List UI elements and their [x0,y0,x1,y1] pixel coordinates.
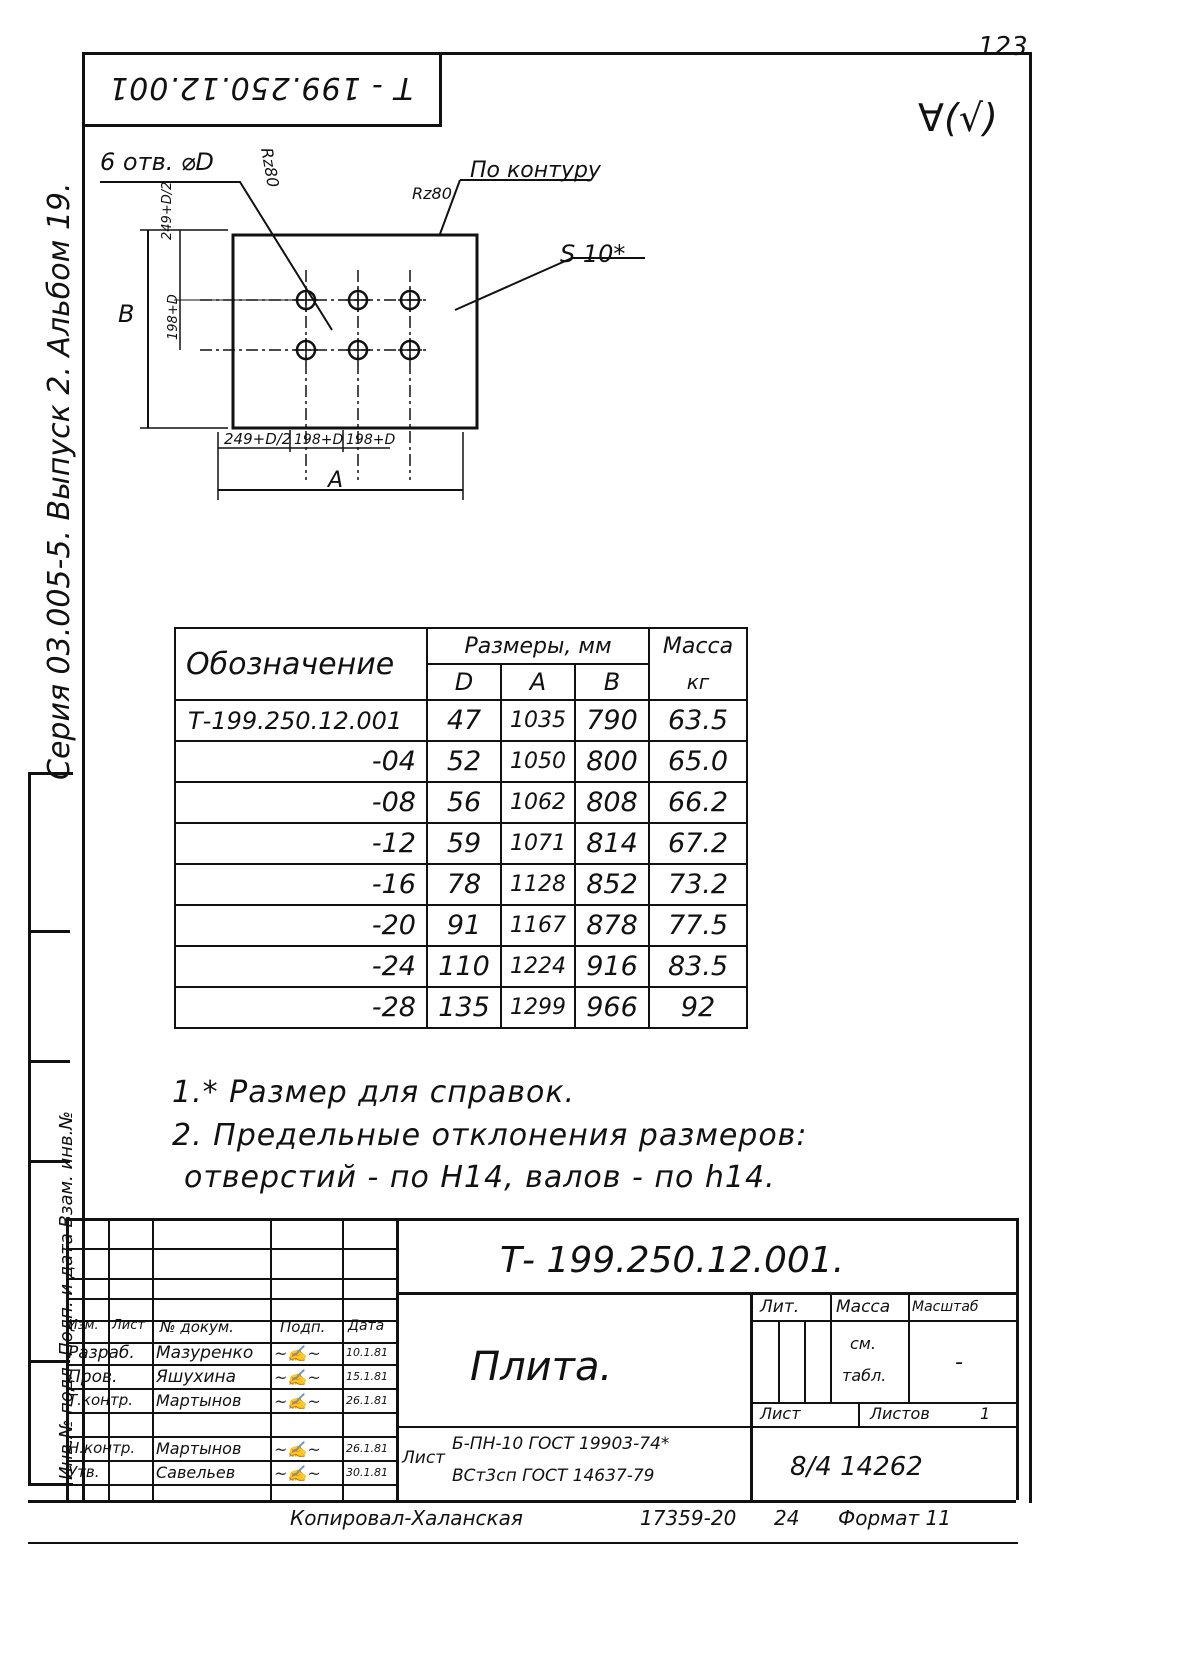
paper-format: Формат 11 [838,1506,951,1530]
header-change: Изм. [68,1318,99,1333]
table-row: -20 91 1167 878 77.5 [175,905,747,946]
rotated-stamp-box [82,52,442,127]
role-label: Пров. [68,1367,118,1387]
strip-divider [28,930,70,933]
header-date: Дата [348,1318,385,1334]
table-row: -24 110 1224 916 83.5 [175,946,747,987]
dim-a-label: A [328,468,344,493]
sheets-value: 1 [980,1404,991,1423]
material-prefix: Лист [402,1448,446,1468]
role-name: Мартынов [156,1439,242,1458]
role-label: Н.контр. [68,1439,136,1457]
material-line-1: Б-ПН-10 ГОСТ 19903-74* [452,1434,670,1454]
rotated-stamp-code: Т - 199.250.12.001 [108,70,413,106]
sheets-label: Листов [870,1404,930,1423]
signature: ~✍~ [274,1344,321,1363]
holes-leader [100,182,332,330]
dim-y2-label: 198+D [166,294,181,340]
role-date: 26.1.81 [346,1442,388,1455]
signature: ~✍~ [274,1392,321,1411]
rz-top-label: Rz80 [412,184,452,203]
dim-x3-label: 198+D [346,432,396,448]
role-label: Разраб. [68,1343,135,1363]
scale-value: - [955,1350,963,1375]
note-3: отверстий - по H14, валов - по h14. [184,1160,776,1195]
role-name: Мазуренко [156,1343,254,1363]
sheet-label: Лист [760,1404,801,1423]
col-d: D [427,664,501,700]
lit-label: Лит. [760,1297,800,1317]
rz-left-label: Rz80 [257,146,283,189]
thickness-label: S 10* [560,240,626,268]
dim-y1-label: 249+D/2 [160,181,175,240]
mass-value-2: табл. [842,1366,887,1385]
role-date: 26.1.81 [346,1394,388,1407]
col-a: A [501,664,575,700]
org-code: 8/4 14262 [790,1452,923,1482]
side-series-label: Серия 03.005-5. Выпуск 2. Альбом 19. [42,182,77,780]
spec-table [174,627,748,1029]
role-label: Утв. [68,1463,100,1481]
mass-value: см. [850,1334,876,1353]
table-row: -04 52 1050 800 65.0 [175,741,747,782]
table-row: -08 56 1062 808 66.2 [175,782,747,823]
dim-b-label: B [118,300,135,328]
roughness-mark: ∀(√) [918,96,998,140]
mass-label: Масса [836,1297,891,1317]
dim-x1-label: 249+D/2 [224,430,292,448]
material-line-2: ВСт3сп ГОСТ 14637-79 [452,1466,655,1486]
signature: ~✍~ [274,1464,321,1483]
role-date: 30.1.81 [346,1466,388,1479]
doc-code: Т- 199.250.12.001. [500,1240,845,1281]
role-date: 10.1.81 [346,1346,388,1359]
col-mass-unit: кг [649,664,747,700]
note-2: 2. Предельные отклонения размеров: [172,1118,808,1153]
doc-name: Плита. [470,1344,613,1390]
col-sizes-group: Размеры, мм [427,628,649,664]
thickness-leader [455,258,572,310]
side-admin-label: Инв.№ подл. Подп. и дата Взам. инв.№ [56,1110,77,1480]
header-doc: № докум. [160,1318,234,1336]
signature: ~✍~ [274,1368,321,1387]
col-b: B [575,664,649,700]
table-row: -28 135 1299 966 92 [175,987,747,1028]
col-designation: Обозначение [175,628,427,700]
signature: ~✍~ [274,1440,321,1459]
strip-divider [28,1060,70,1063]
table-row: -16 78 1128 852 73.2 [175,864,747,905]
sheet-number: 24 [774,1506,800,1530]
table-row: Т-199.250.12.001 47 1035 790 63.5 [175,700,747,741]
role-name: Мартынов [156,1391,242,1410]
col-mass: Масса [649,628,747,664]
order-number: 17359-20 [640,1506,737,1530]
dim-x2-label: 198+D [294,432,344,448]
header-sheet: Лист [112,1318,145,1333]
role-label: Т.контр. [68,1391,134,1409]
table-row: -12 59 1071 814 67.2 [175,823,747,864]
note-1: 1.* Размер для справок. [172,1075,575,1110]
page-corner-number: 123 [978,32,1028,62]
plate-drawing [100,140,860,560]
holes-label: 6 отв. ⌀D [100,148,214,176]
role-name: Яшухина [156,1367,237,1387]
copied-by: Копировал-Халанская [290,1506,523,1530]
header-sign: Подп. [280,1318,326,1336]
scale-label: Масштаб [912,1299,979,1315]
role-date: 15.1.81 [346,1370,388,1383]
plate-outline [233,235,477,428]
contour-label: По контуру [470,158,601,183]
role-name: Савельев [156,1463,236,1482]
